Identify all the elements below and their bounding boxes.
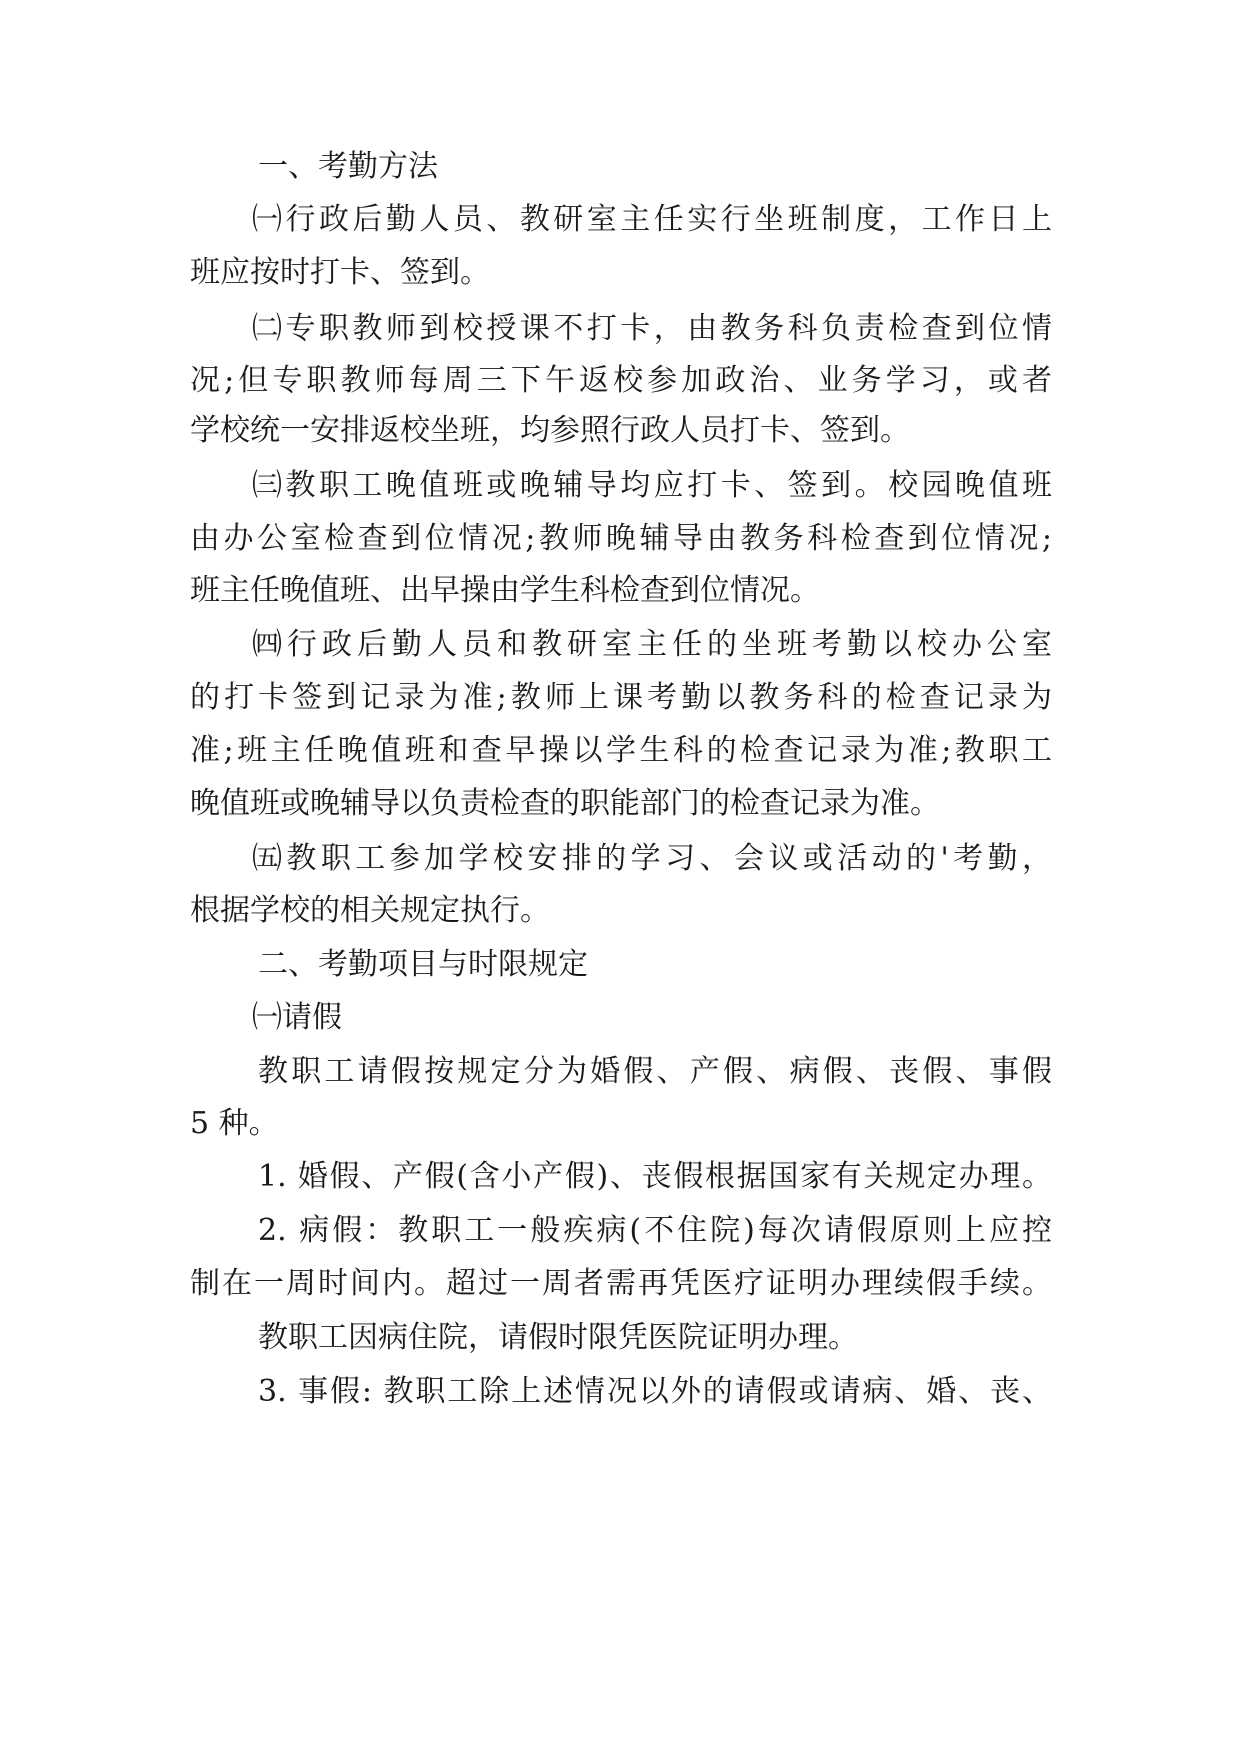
paragraph-line: 准;班主任晚值班和查早操以学生科的检查记录为准;教职工 bbox=[190, 733, 1052, 768]
list-item: 1. 婚假、产假(含小产假)、丧假根据国家有关规定办理。 bbox=[258, 1159, 1052, 1194]
paragraph-line: 教职工因病住院，请假时限凭医院证明办理。 bbox=[258, 1320, 858, 1355]
paragraph-line: 5 种。 bbox=[190, 1106, 279, 1141]
paragraph-line: 班应按时打卡、签到。 bbox=[190, 255, 490, 290]
paragraph-line: 由办公室检查到位情况;教师晚辅导由教务科检查到位情况; bbox=[190, 521, 1052, 556]
paragraph-line: 况;但专职教师每周三下午返校参加政治、业务学习，或者 bbox=[190, 363, 1052, 398]
list-item: 2. 病假：教职工一般疾病(不住院)每次请假原则上应控 bbox=[258, 1213, 1052, 1248]
paragraph-line: 制在一周时间内。超过一周者需再凭医疗证明办理续假手续。 bbox=[190, 1266, 1052, 1301]
paragraph-line: ㈢教职工晚值班或晚辅导均应打卡、签到。校园晚值班 bbox=[252, 468, 1052, 503]
paragraph-line: ㈡专职教师到校授课不打卡，由教务科负责检查到位情 bbox=[252, 311, 1052, 346]
paragraph-line: 班主任晚值班、出早操由学生科检查到位情况。 bbox=[190, 573, 820, 608]
section-heading-attendance-items: 二、考勤项目与时限规定 bbox=[258, 947, 588, 982]
paragraph-line: ㈣行政后勤人员和教研室主任的坐班考勤以校办公室 bbox=[252, 627, 1052, 662]
paragraph-line: ㈠行政后勤人员、教研室主任实行坐班制度，工作日上 bbox=[252, 202, 1052, 237]
paragraph-line: 根据学校的相关规定执行。 bbox=[190, 893, 550, 928]
section-heading-attendance-method: 一、考勤方法 bbox=[258, 149, 438, 184]
subsection-heading-leave: ㈠请假 bbox=[252, 1000, 342, 1035]
paragraph-line: ㈤教职工参加学校安排的学习、会议或活动的'考勤， bbox=[252, 841, 1052, 876]
paragraph-line: 教职工请假按规定分为婚假、产假、病假、丧假、事假 bbox=[258, 1054, 1052, 1089]
list-item: 3. 事假: 教职工除上述情况以外的请假或请病、婚、丧、 bbox=[258, 1374, 1052, 1409]
paragraph-line: 的打卡签到记录为准;教师上课考勤以教务科的检查记录为 bbox=[190, 680, 1052, 715]
paragraph-line: 学校统一安排返校坐班，均参照行政人员打卡、签到。 bbox=[190, 413, 910, 448]
paragraph-line: 晚值班或晚辅导以负责检查的职能部门的检查记录为准。 bbox=[190, 786, 940, 821]
